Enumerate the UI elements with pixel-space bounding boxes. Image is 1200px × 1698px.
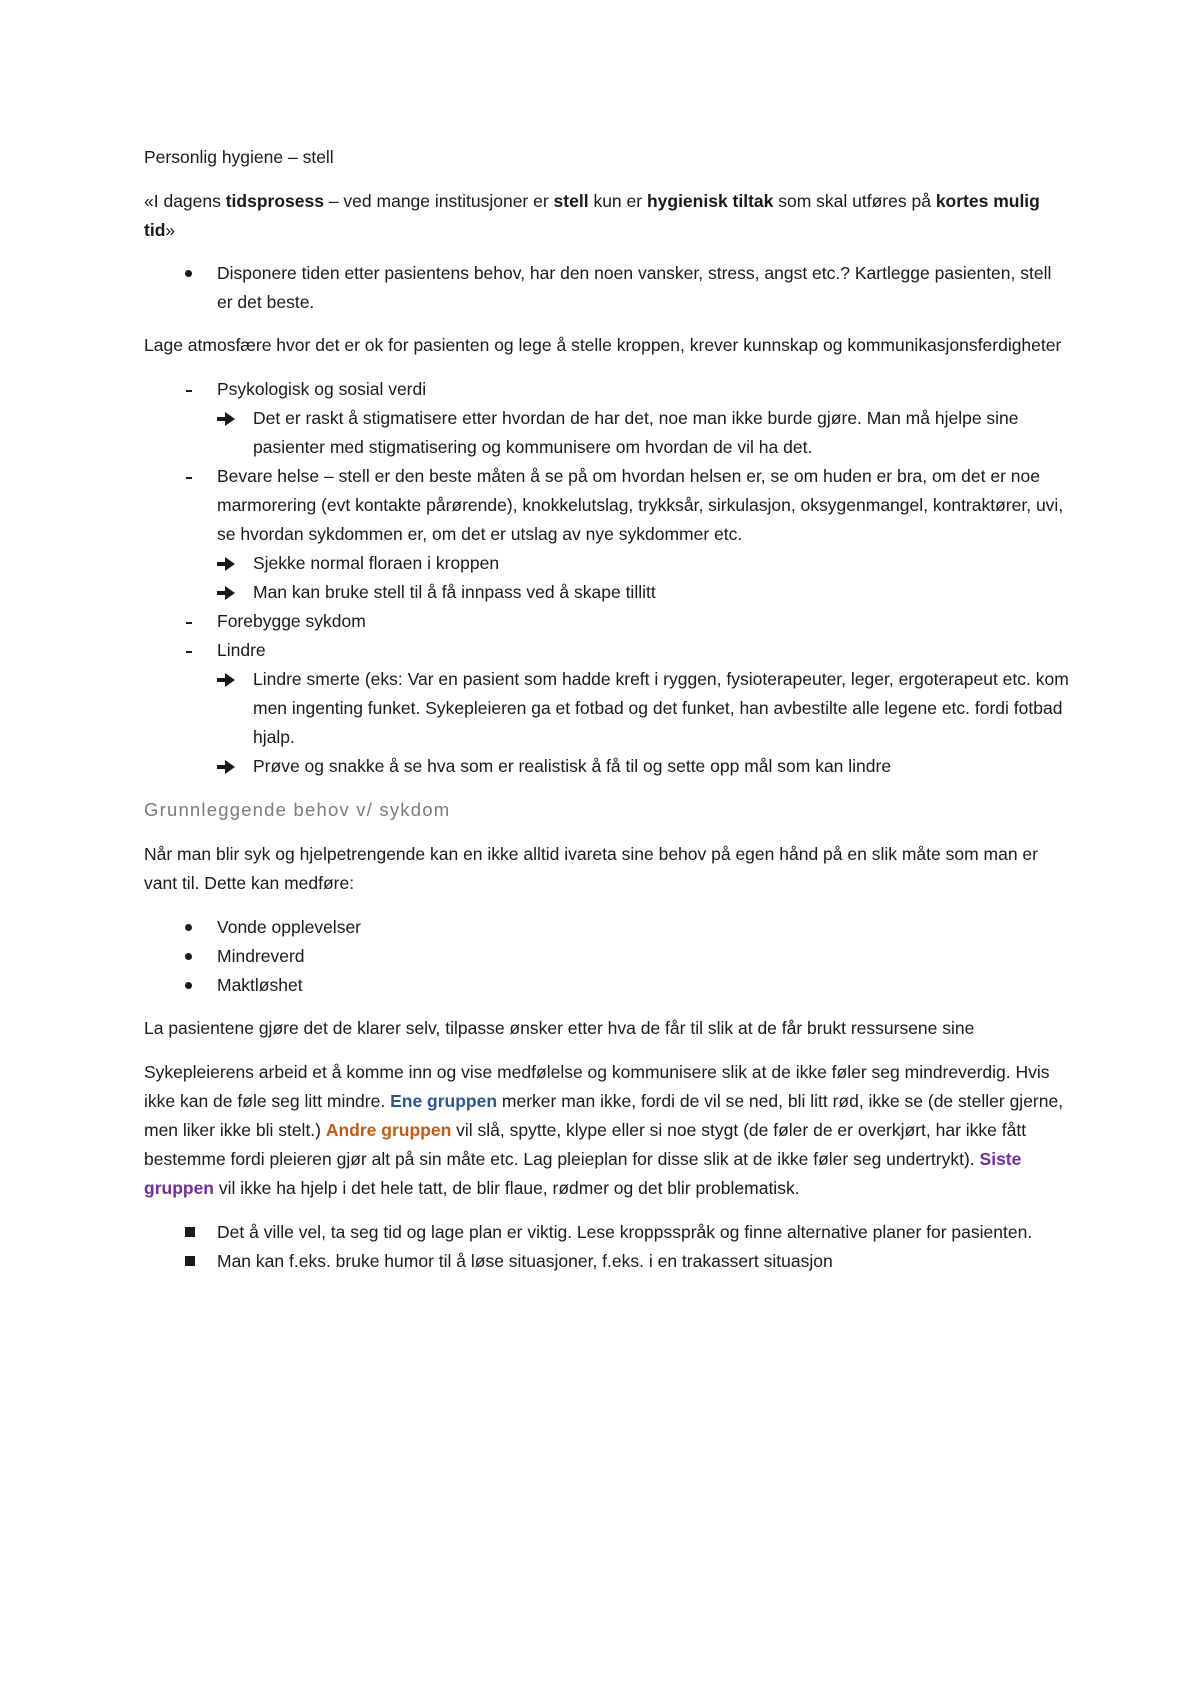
list-item-text: Det å ville vel, ta seg tid og lage plan er viktig. Lese kroppsspråk og finne alternative planer for pasienten. bbox=[217, 1222, 1033, 1242]
paragraph-text: merker man ikke, fordi de vil se ned, bli litt rød, ikke se (de steller gjerne, men liker ikke bli stelt.) bbox=[144, 1091, 1064, 1140]
arrow-sublist bbox=[217, 404, 1069, 462]
group-label-siste: Siste gruppen bbox=[144, 1149, 1022, 1198]
sublist-item-text: Lindre smerte (eks: Var en pasient som hadde kreft i ryggen, fysioterapeuter, leger, ergoterapeut etc. kom men ingenting funket. Sykepleieren ga et fotbad og det funket, han avbestilte alle legene etc. fordi fotbad hjalp. bbox=[253, 669, 1069, 747]
document-title: Personlig hygiene – stell bbox=[144, 147, 334, 167]
quote-text: » bbox=[165, 220, 176, 240]
dash-icon bbox=[144, 375, 217, 404]
sublist-item bbox=[217, 404, 1069, 462]
sublist-item-text: Sjekke normal floraen i kroppen bbox=[253, 553, 500, 573]
list-item-text: Lindre bbox=[217, 640, 266, 660]
list-item bbox=[144, 942, 1069, 971]
list-item bbox=[144, 375, 1069, 462]
sublist-item-text: Man kan bruke stell til å få innpass ved å skape tillitt bbox=[253, 582, 656, 602]
paragraph-text: Sykepleierens arbeid et å komme inn og vise medfølelse og kommunisere slik at de ikke føler seg mindreverdig. Hvis ikke kan de føle seg litt mindre. bbox=[144, 1062, 1050, 1111]
list-item bbox=[144, 636, 1069, 781]
bullet-dot-icon bbox=[144, 942, 217, 971]
list-item bbox=[144, 1218, 1069, 1247]
bullet-list-konsekvenser bbox=[144, 913, 1069, 1000]
paragraph-arbeid bbox=[144, 1058, 1069, 1203]
list-item-text: Disponere tiden etter pasientens behov, har den noen vansker, stress, angst etc.? Kartlegge pasienten, stell er det beste. bbox=[217, 263, 1052, 312]
list-item-text: Mindreverd bbox=[217, 946, 305, 966]
list-item-text: Bevare helse – stell er den beste måten å se på om hvordan helsen er, se om huden er bra, om det er noe marmorering (evt kontakte pårørende), knokkelutslag, trykksår, sirkulasjon, oksygenmangel, kontraktører, uvi, se hvordan sykdommen er, om det er utslag av nye sykdommer etc. bbox=[217, 466, 1064, 544]
list-item-text: Vonde opplevelser bbox=[217, 917, 361, 937]
arrow-right-icon bbox=[217, 404, 253, 433]
quote-text: som skal utføres på bbox=[773, 191, 936, 211]
quote-bold: hygienisk tiltak bbox=[646, 191, 774, 211]
sublist-item bbox=[217, 665, 1069, 752]
quote-text: «I dagens bbox=[144, 191, 226, 211]
paragraph-selv: La pasientene gjøre det de klarer selv, tilpasse ønsker etter hva de får til slik at de får brukt ressursene sine bbox=[144, 1018, 975, 1038]
intro-quote bbox=[144, 187, 1069, 245]
document-content bbox=[144, 143, 1069, 1290]
arrow-right-icon bbox=[217, 549, 253, 578]
paragraph-text: vil slå, spytte, klype eller si noe stygt (de føler de er overkjørt, har ikke fått bestemme fordi pleieren gjør alt på sin måte etc. Lag pleieplan for disse slik at de ikke føler seg undertrykt). bbox=[144, 1120, 1027, 1169]
list-item bbox=[144, 913, 1069, 942]
sublist-item bbox=[217, 752, 1069, 781]
dash-list bbox=[144, 375, 1069, 781]
arrow-sublist bbox=[217, 665, 1069, 781]
list-item-text: Forebygge sykdom bbox=[217, 611, 366, 631]
bullet-dot-icon bbox=[144, 971, 217, 1000]
quote-text: – ved mange institusjoner er bbox=[323, 191, 554, 211]
paragraph-syk: Når man blir syk og hjelpetrengende kan en ikke alltid ivareta sine behov på egen hånd på en slik måte som man er vant til. Dette kan medføre: bbox=[144, 844, 1038, 893]
list-item bbox=[144, 971, 1069, 1000]
group-label-ene: Ene gruppen bbox=[390, 1091, 498, 1111]
list-item-text: Maktløshet bbox=[217, 975, 303, 995]
list-item bbox=[144, 607, 1069, 636]
sublist-item-text: Prøve og snakke å se hva som er realistisk å få til og sette opp mål som kan lindre bbox=[253, 756, 892, 776]
list-item bbox=[144, 462, 1069, 607]
arrow-sublist bbox=[217, 549, 1069, 607]
bullet-dot-icon bbox=[144, 913, 217, 942]
arrow-right-icon bbox=[217, 665, 253, 694]
dash-icon bbox=[144, 607, 217, 636]
quote-bold: kortes mulig tid bbox=[144, 191, 1040, 240]
sublist-item-text: Det er raskt å stigmatisere etter hvordan de har det, noe man ikke burde gjøre. Man må hjelpe sine pasienter med stigmatisering og kommunisere om hvordan de vil ha det. bbox=[253, 408, 1019, 457]
bullet-dot-icon bbox=[144, 259, 217, 288]
section-heading: Grunnleggende behov v/ sykdom bbox=[144, 799, 451, 820]
list-item bbox=[144, 1247, 1069, 1276]
paragraph-atmosfaere: Lage atmosfære hvor det er ok for pasienten og lege å stelle kroppen, krever kunnskap og kommunikasjonsferdigheter bbox=[144, 335, 1062, 355]
square-bullet-icon bbox=[144, 1218, 217, 1247]
square-list bbox=[144, 1218, 1069, 1276]
square-bullet-icon bbox=[144, 1247, 217, 1276]
arrow-right-icon bbox=[217, 752, 253, 781]
sublist-item bbox=[217, 549, 1069, 578]
bullet-list-disponere bbox=[144, 259, 1069, 317]
list-item-text: Man kan f.eks. bruke humor til å løse situasjoner, f.eks. i en trakassert situasjon bbox=[217, 1251, 833, 1271]
sublist-item bbox=[217, 578, 1069, 607]
group-label-andre: Andre gruppen bbox=[325, 1120, 452, 1140]
list-item-text: Psykologisk og sosial verdi bbox=[217, 379, 427, 399]
arrow-right-icon bbox=[217, 578, 253, 607]
quote-bold: tidsprosess bbox=[225, 191, 324, 211]
dash-icon bbox=[144, 636, 217, 665]
quote-text: kun er bbox=[588, 191, 647, 211]
dash-icon bbox=[144, 462, 217, 491]
paragraph-text: vil ikke ha hjelp i det hele tatt, de blir flaue, rødmer og det blir problematisk. bbox=[214, 1178, 800, 1198]
list-item bbox=[144, 259, 1069, 317]
quote-bold: stell bbox=[553, 191, 589, 211]
